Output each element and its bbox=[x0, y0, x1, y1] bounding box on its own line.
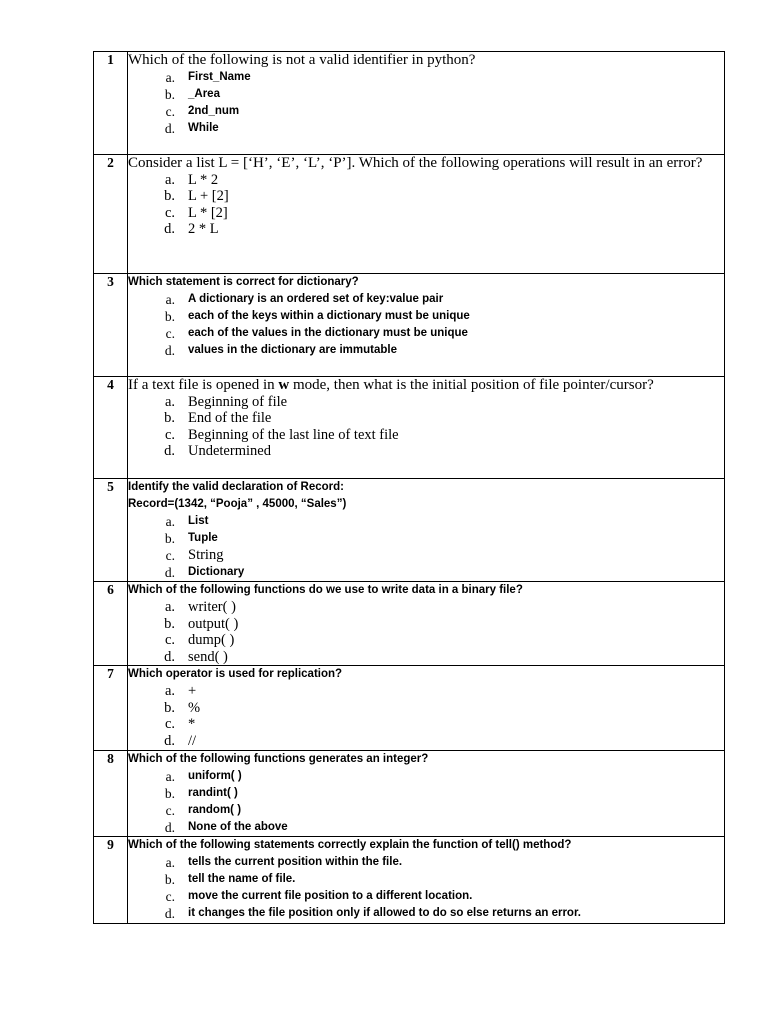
option-list bbox=[128, 513, 724, 581]
option-text: End of the file bbox=[188, 410, 272, 426]
question-number: 9 bbox=[94, 837, 128, 924]
option-text: output( ) bbox=[188, 615, 239, 632]
option-text: String bbox=[188, 547, 224, 563]
option-item bbox=[142, 427, 724, 444]
option-letter: c. bbox=[164, 632, 175, 648]
option-list bbox=[128, 172, 724, 238]
option-letter: b. bbox=[164, 410, 175, 426]
option-item bbox=[142, 410, 724, 427]
option-text: it changes the file position only if allowed to do so else returns an error. bbox=[188, 907, 581, 919]
option-text: Beginning of file bbox=[188, 393, 288, 410]
option-text: A dictionary is an ordered set of key:value pair bbox=[188, 293, 444, 305]
question-text-part: mode, then what is the initial position of file pointer/cursor? bbox=[289, 377, 654, 393]
question-text: Which of the following functions generates an integer? bbox=[128, 753, 429, 765]
option-letter: c. bbox=[165, 803, 175, 818]
option-list bbox=[128, 394, 724, 460]
option-list bbox=[128, 599, 724, 665]
question-number: 3 bbox=[94, 274, 128, 377]
question-number: 8 bbox=[94, 751, 128, 837]
option-item bbox=[142, 325, 724, 342]
option-letter: c. bbox=[165, 889, 175, 904]
option-letter: b. bbox=[164, 86, 175, 102]
question-body bbox=[128, 377, 725, 479]
question-body bbox=[128, 52, 725, 155]
question-number: 5 bbox=[94, 479, 128, 582]
option-text: + bbox=[188, 683, 197, 699]
option-letter: a. bbox=[165, 69, 175, 85]
option-letter: d. bbox=[164, 120, 175, 136]
option-letter: c. bbox=[164, 204, 175, 221]
question-number: 4 bbox=[94, 377, 128, 479]
question-body bbox=[128, 837, 725, 924]
option-text: send( ) bbox=[188, 648, 228, 665]
option-item bbox=[142, 547, 724, 564]
option-text: Undetermined bbox=[188, 443, 271, 459]
question-code: Record=(1342, “Pooja” , 45000, “Sales”) bbox=[128, 498, 347, 510]
option-item bbox=[142, 188, 724, 205]
option-letter: b. bbox=[164, 786, 175, 801]
question-text: Which statement is correct for dictionary? bbox=[128, 276, 359, 288]
option-item bbox=[142, 785, 724, 802]
option-item bbox=[142, 120, 724, 137]
option-text: Tuple bbox=[188, 532, 218, 544]
option-text: tell the name of file. bbox=[188, 873, 296, 885]
option-letter: d. bbox=[164, 906, 175, 921]
option-item bbox=[142, 86, 724, 103]
question-number: 6 bbox=[94, 582, 128, 666]
question-text: Identify the valid declaration of Record: bbox=[128, 481, 344, 493]
option-list bbox=[128, 768, 724, 836]
option-item bbox=[142, 172, 724, 189]
option-item bbox=[142, 394, 724, 411]
question-text: Consider a list L = [‘H’, ‘E’, ‘L’, ‘P’]. Which of the following operations will result in an error? bbox=[128, 155, 703, 171]
option-item bbox=[142, 716, 724, 733]
option-list bbox=[128, 291, 724, 359]
option-text: * bbox=[188, 716, 196, 732]
option-letter: c. bbox=[165, 326, 175, 341]
option-text: None of the above bbox=[188, 821, 288, 833]
question-row-4 bbox=[94, 377, 725, 479]
option-item bbox=[142, 819, 724, 836]
option-text: Dictionary bbox=[188, 566, 245, 578]
option-text: random( ) bbox=[188, 804, 242, 816]
option-item bbox=[142, 802, 724, 819]
option-item bbox=[142, 291, 724, 308]
option-letter: a. bbox=[164, 599, 175, 615]
option-text: each of the values in the dictionary must be unique bbox=[188, 327, 468, 339]
option-text: While bbox=[188, 121, 219, 134]
question-body bbox=[128, 751, 725, 837]
option-letter: a. bbox=[164, 683, 175, 699]
option-letter: c. bbox=[165, 103, 175, 119]
option-item bbox=[142, 733, 724, 750]
option-text: move the current file position to a different location. bbox=[188, 890, 473, 902]
question-number: 2 bbox=[94, 155, 128, 274]
option-text: L + [2] bbox=[188, 188, 229, 204]
option-text: values in the dictionary are immutable bbox=[188, 344, 397, 356]
option-item bbox=[142, 205, 724, 222]
option-item bbox=[142, 888, 724, 905]
option-letter: b. bbox=[164, 309, 175, 324]
option-letter: b. bbox=[164, 872, 175, 887]
question-row-9 bbox=[94, 837, 725, 924]
option-item bbox=[142, 632, 724, 649]
option-letter: c. bbox=[164, 716, 175, 732]
question-row-8 bbox=[94, 751, 725, 837]
option-letter: b. bbox=[164, 615, 175, 632]
option-item bbox=[142, 905, 724, 922]
question-text: Which operator is used for replication? bbox=[128, 668, 343, 680]
option-letter: a. bbox=[164, 393, 175, 410]
question-text: Which of the following functions do we use to write data in a binary file? bbox=[128, 584, 523, 596]
option-letter: b. bbox=[164, 699, 175, 716]
option-text: // bbox=[188, 732, 197, 749]
option-text: 2 * L bbox=[188, 221, 219, 237]
question-text: Which of the following is not a valid identifier in python? bbox=[128, 52, 476, 68]
option-item bbox=[142, 513, 724, 530]
question-number: 7 bbox=[94, 666, 128, 751]
option-list bbox=[128, 69, 724, 137]
option-letter: a. bbox=[164, 171, 175, 188]
option-text: 2nd_num bbox=[188, 104, 240, 117]
option-item bbox=[142, 649, 724, 666]
option-letter: c. bbox=[165, 548, 175, 563]
question-body bbox=[128, 274, 725, 377]
option-text: First_Name bbox=[188, 70, 251, 83]
question-row-7 bbox=[94, 666, 725, 751]
question-row-1 bbox=[94, 52, 725, 155]
option-letter: a. bbox=[165, 769, 175, 784]
option-list bbox=[128, 854, 724, 922]
option-item bbox=[142, 768, 724, 785]
option-text: L * [2] bbox=[188, 204, 228, 221]
option-letter: a. bbox=[165, 855, 175, 870]
option-text: uniform( ) bbox=[188, 770, 242, 782]
option-text: randint( ) bbox=[188, 787, 238, 799]
option-item bbox=[142, 683, 724, 700]
option-text: % bbox=[188, 699, 201, 716]
question-row-3 bbox=[94, 274, 725, 377]
option-item bbox=[142, 103, 724, 120]
option-text: tells the current position within the file. bbox=[188, 856, 403, 868]
option-text: writer( ) bbox=[188, 599, 236, 615]
question-body bbox=[128, 155, 725, 274]
option-item bbox=[142, 599, 724, 616]
option-item bbox=[142, 443, 724, 460]
option-letter: d. bbox=[164, 820, 175, 835]
question-table bbox=[93, 51, 725, 924]
option-item bbox=[142, 221, 724, 238]
option-list bbox=[128, 683, 724, 749]
option-item bbox=[142, 308, 724, 325]
option-letter: d. bbox=[164, 443, 175, 459]
option-item bbox=[142, 616, 724, 633]
question-row-5 bbox=[94, 479, 725, 582]
question-text-mode: w bbox=[278, 377, 290, 393]
option-item bbox=[142, 342, 724, 359]
option-item bbox=[142, 564, 724, 581]
option-letter: c. bbox=[164, 426, 175, 443]
option-letter: b. bbox=[164, 531, 175, 546]
option-letter: d. bbox=[164, 221, 175, 237]
option-letter: b. bbox=[164, 188, 175, 204]
option-text: List bbox=[188, 515, 209, 527]
option-text: each of the keys within a dictionary must be unique bbox=[188, 310, 470, 322]
option-item bbox=[142, 69, 724, 86]
question-text-part: If a text file is opened in bbox=[128, 377, 279, 393]
option-letter: a. bbox=[165, 514, 175, 529]
option-letter: d. bbox=[164, 565, 175, 580]
question-text: Which of the following statements correctly explain the function of tell() method? bbox=[128, 839, 572, 851]
option-letter: d. bbox=[164, 732, 175, 749]
option-item bbox=[142, 871, 724, 888]
question-body bbox=[128, 666, 725, 751]
option-item bbox=[142, 530, 724, 547]
option-letter: d. bbox=[164, 648, 175, 665]
question-body bbox=[128, 582, 725, 666]
option-letter: a. bbox=[165, 292, 175, 307]
option-text: dump( ) bbox=[188, 632, 235, 648]
option-item bbox=[142, 700, 724, 717]
question-row-2 bbox=[94, 155, 725, 274]
option-letter: d. bbox=[164, 343, 175, 358]
option-item bbox=[142, 854, 724, 871]
option-text: L * 2 bbox=[188, 171, 219, 188]
option-text: Beginning of the last line of text file bbox=[188, 426, 399, 443]
question-body bbox=[128, 479, 725, 582]
question-number: 1 bbox=[94, 52, 128, 155]
question-row-6 bbox=[94, 582, 725, 666]
question-text bbox=[128, 377, 724, 394]
option-text: _Area bbox=[188, 87, 220, 100]
